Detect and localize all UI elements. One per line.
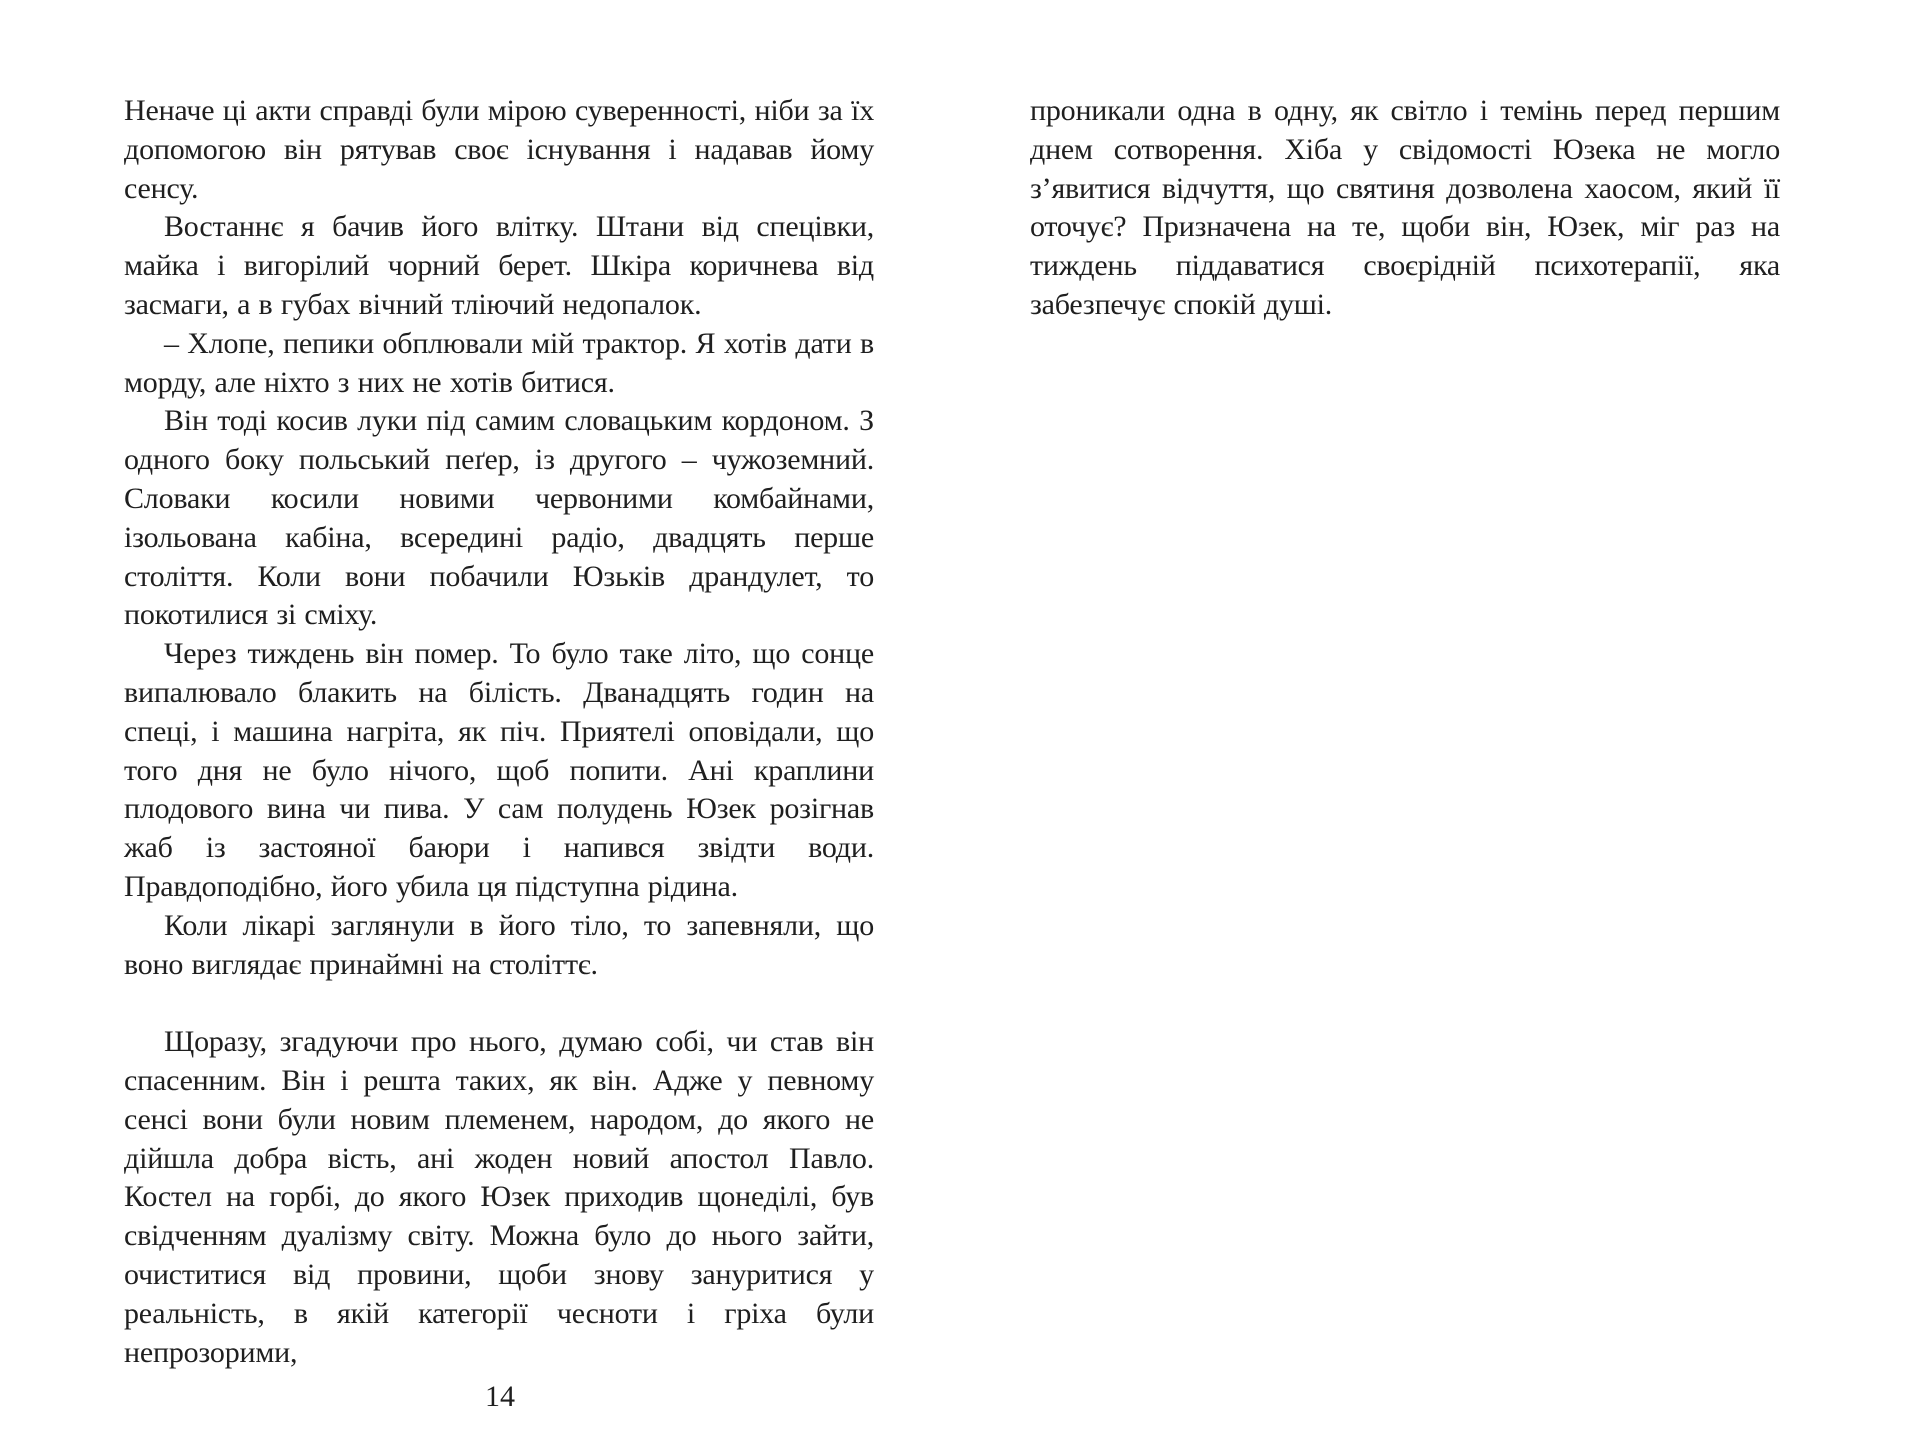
paragraph: Неначе ці акти справді були мірою суверенності, ніби за їх допомогою він рятував своє існування і надавав йому сенсу. bbox=[124, 94, 874, 205]
paragraph: Востаннє я бачив його влітку. Штани від спецівки, майка і вигорілий чорний берет. Шкіра коричнева від засмаги, а в губах вічний тліючий недопалок. bbox=[124, 210, 874, 321]
right-page-text bbox=[1030, 92, 1780, 325]
paragraph: Коли лікарі заглянули в його тіло, то запевняли, що воно виглядає принаймні на століттє. bbox=[124, 908, 874, 981]
paragraph: Щоразу, згадуючи про нього, думаю собі, чи став він спасенним. Він і решта таких, як він. Адже у певному сенсі вони були новим племенем, народом, до якого не дійшла добра вість, ані жоден новий апостол Павло. Костел на горбі, до якого Юзек приходив щонеділі, був свідченням дуалізму світу. Можна було до нього зайти, очиститися від провини, щоби знову зануритися у реальність, в якій категорії чесноти і гріха були непрозорими, bbox=[124, 1025, 874, 1369]
paragraph: – Хлопе, пепики обплювали мій трактор. Я хотів дати в морду, але ніхто з них не хотів битися. bbox=[124, 326, 874, 399]
right-page bbox=[960, 0, 1920, 1453]
paragraph: проникали одна в одну, як світло і темінь перед першим днем сотворення. Хіба у свідомості Юзека не могло з’явитися відчуття, що святиня дозволена хаосом, який її оточує? Призначена на те, щоби він, Юзек, міг раз на тиждень піддаватися своєрідній психотерапії, яка забезпечує спокій душі. bbox=[1030, 94, 1780, 321]
paragraph: Він тоді косив луки під самим словацьким кордоном. З одного боку польський пеґер, із другого – чужоземний. Словаки косили новими червоними комбайнами, ізольована кабіна, всередині радіо, двадцять перше століття. Коли вони побачили Юзьків драндулет, то покотилися зі сміху. bbox=[124, 404, 874, 632]
page-number: 14 bbox=[485, 1380, 515, 1413]
paragraph: Через тиждень він помер. То було таке літо, що сонце випалювало блакить на білість. Дванадцять годин на спеці, і машина нагріта, як піч. Приятелі оповідали, що того дня не було нічого, щоб попити. Ані краплини плодового вина чи пива. У сам полудень Юзек розігнав жаб із застояної баюри і напився звідти води. Правдоподібно, його убила ця підступна рідина. bbox=[124, 637, 874, 903]
left-page-text bbox=[124, 92, 874, 1372]
